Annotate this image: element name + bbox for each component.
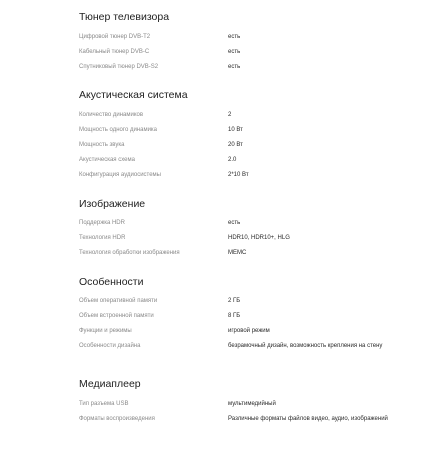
- spec-value: игровой режим: [228, 328, 270, 334]
- spec-value: 2 ГБ: [228, 298, 241, 304]
- spec-value: есть: [228, 34, 241, 40]
- section-title: Акустическая система: [79, 89, 188, 101]
- spec-list: [79, 400, 409, 437]
- spec-row: [79, 156, 409, 171]
- spec-label: Объем оперативной памяти: [79, 298, 158, 304]
- section-media-player: [79, 378, 409, 437]
- spec-label: Форматы воспроизведения: [79, 416, 155, 422]
- spec-row: [79, 111, 409, 126]
- spec-label: Технология обработки изображения: [79, 250, 180, 256]
- spec-label: Кабельный тюнер DVB-C: [79, 49, 150, 55]
- spec-label: Акустическая схема: [79, 157, 135, 163]
- spec-label: Количество динамиков: [79, 112, 144, 118]
- spec-value: 2.0: [228, 157, 237, 163]
- spec-value: 10 Вт: [228, 127, 243, 133]
- spec-value: есть: [228, 49, 241, 55]
- section-title: Медиаплеер: [79, 378, 141, 390]
- section-title: Особенности: [79, 276, 144, 288]
- section-acoustics: [79, 89, 409, 186]
- spec-row: [79, 342, 409, 364]
- spec-value: есть: [228, 220, 241, 226]
- spec-row: [79, 48, 409, 63]
- spec-row: [79, 63, 409, 78]
- spec-value: HDR10, HDR10+, HLG: [228, 235, 290, 241]
- spec-list: [79, 111, 409, 186]
- spec-value: 20 Вт: [228, 142, 243, 148]
- spec-value: 8 ГБ: [228, 313, 241, 319]
- spec-list: [79, 33, 409, 78]
- spec-label: Цифровой тюнер DVB-T2: [79, 34, 151, 40]
- spec-row: [79, 312, 409, 327]
- spec-row: [79, 219, 409, 234]
- spec-label: Технология HDR: [79, 235, 126, 241]
- spec-label: Тип разъема USB: [79, 401, 129, 407]
- section-features: [79, 276, 409, 364]
- spec-label: Функции и режимы: [79, 328, 132, 334]
- spec-row: [79, 249, 409, 264]
- spec-value: 2*10 Вт: [228, 172, 249, 178]
- spec-row: [79, 297, 409, 312]
- spec-row: [79, 141, 409, 156]
- spec-label: Спутниковый тюнер DVB-S2: [79, 64, 159, 70]
- spec-row: [79, 415, 409, 437]
- spec-label: Особенности дизайна: [79, 343, 141, 349]
- spec-row: [79, 33, 409, 48]
- spec-value: безрамочный дизайн, возможность крепления на стену: [228, 343, 383, 349]
- spec-value: есть: [228, 64, 241, 70]
- spec-label: Поддержка HDR: [79, 220, 125, 226]
- spec-row: [79, 234, 409, 249]
- spec-value: мультимедийный: [228, 401, 276, 407]
- spec-row: [79, 171, 409, 186]
- spec-list: [79, 297, 409, 364]
- section-image: [79, 198, 409, 264]
- spec-row: [79, 126, 409, 141]
- section-title: Изображение: [79, 198, 146, 210]
- spec-list: [79, 219, 409, 264]
- spec-value: Различные форматы файлов видео, аудио, изображений: [228, 416, 388, 422]
- spec-value: 2: [228, 112, 232, 118]
- section-title: Тюнер телевизора: [79, 11, 170, 23]
- spec-row: [79, 327, 409, 342]
- spec-label: Мощность звука: [79, 142, 125, 148]
- spec-label: Конфигурация аудиосистемы: [79, 172, 161, 178]
- spec-label: Объем встроенной памяти: [79, 313, 154, 319]
- spec-label: Мощность одного динамика: [79, 127, 158, 133]
- spec-value: MEMC: [228, 250, 247, 256]
- section-tuner: [79, 11, 409, 78]
- spec-row: [79, 400, 409, 415]
